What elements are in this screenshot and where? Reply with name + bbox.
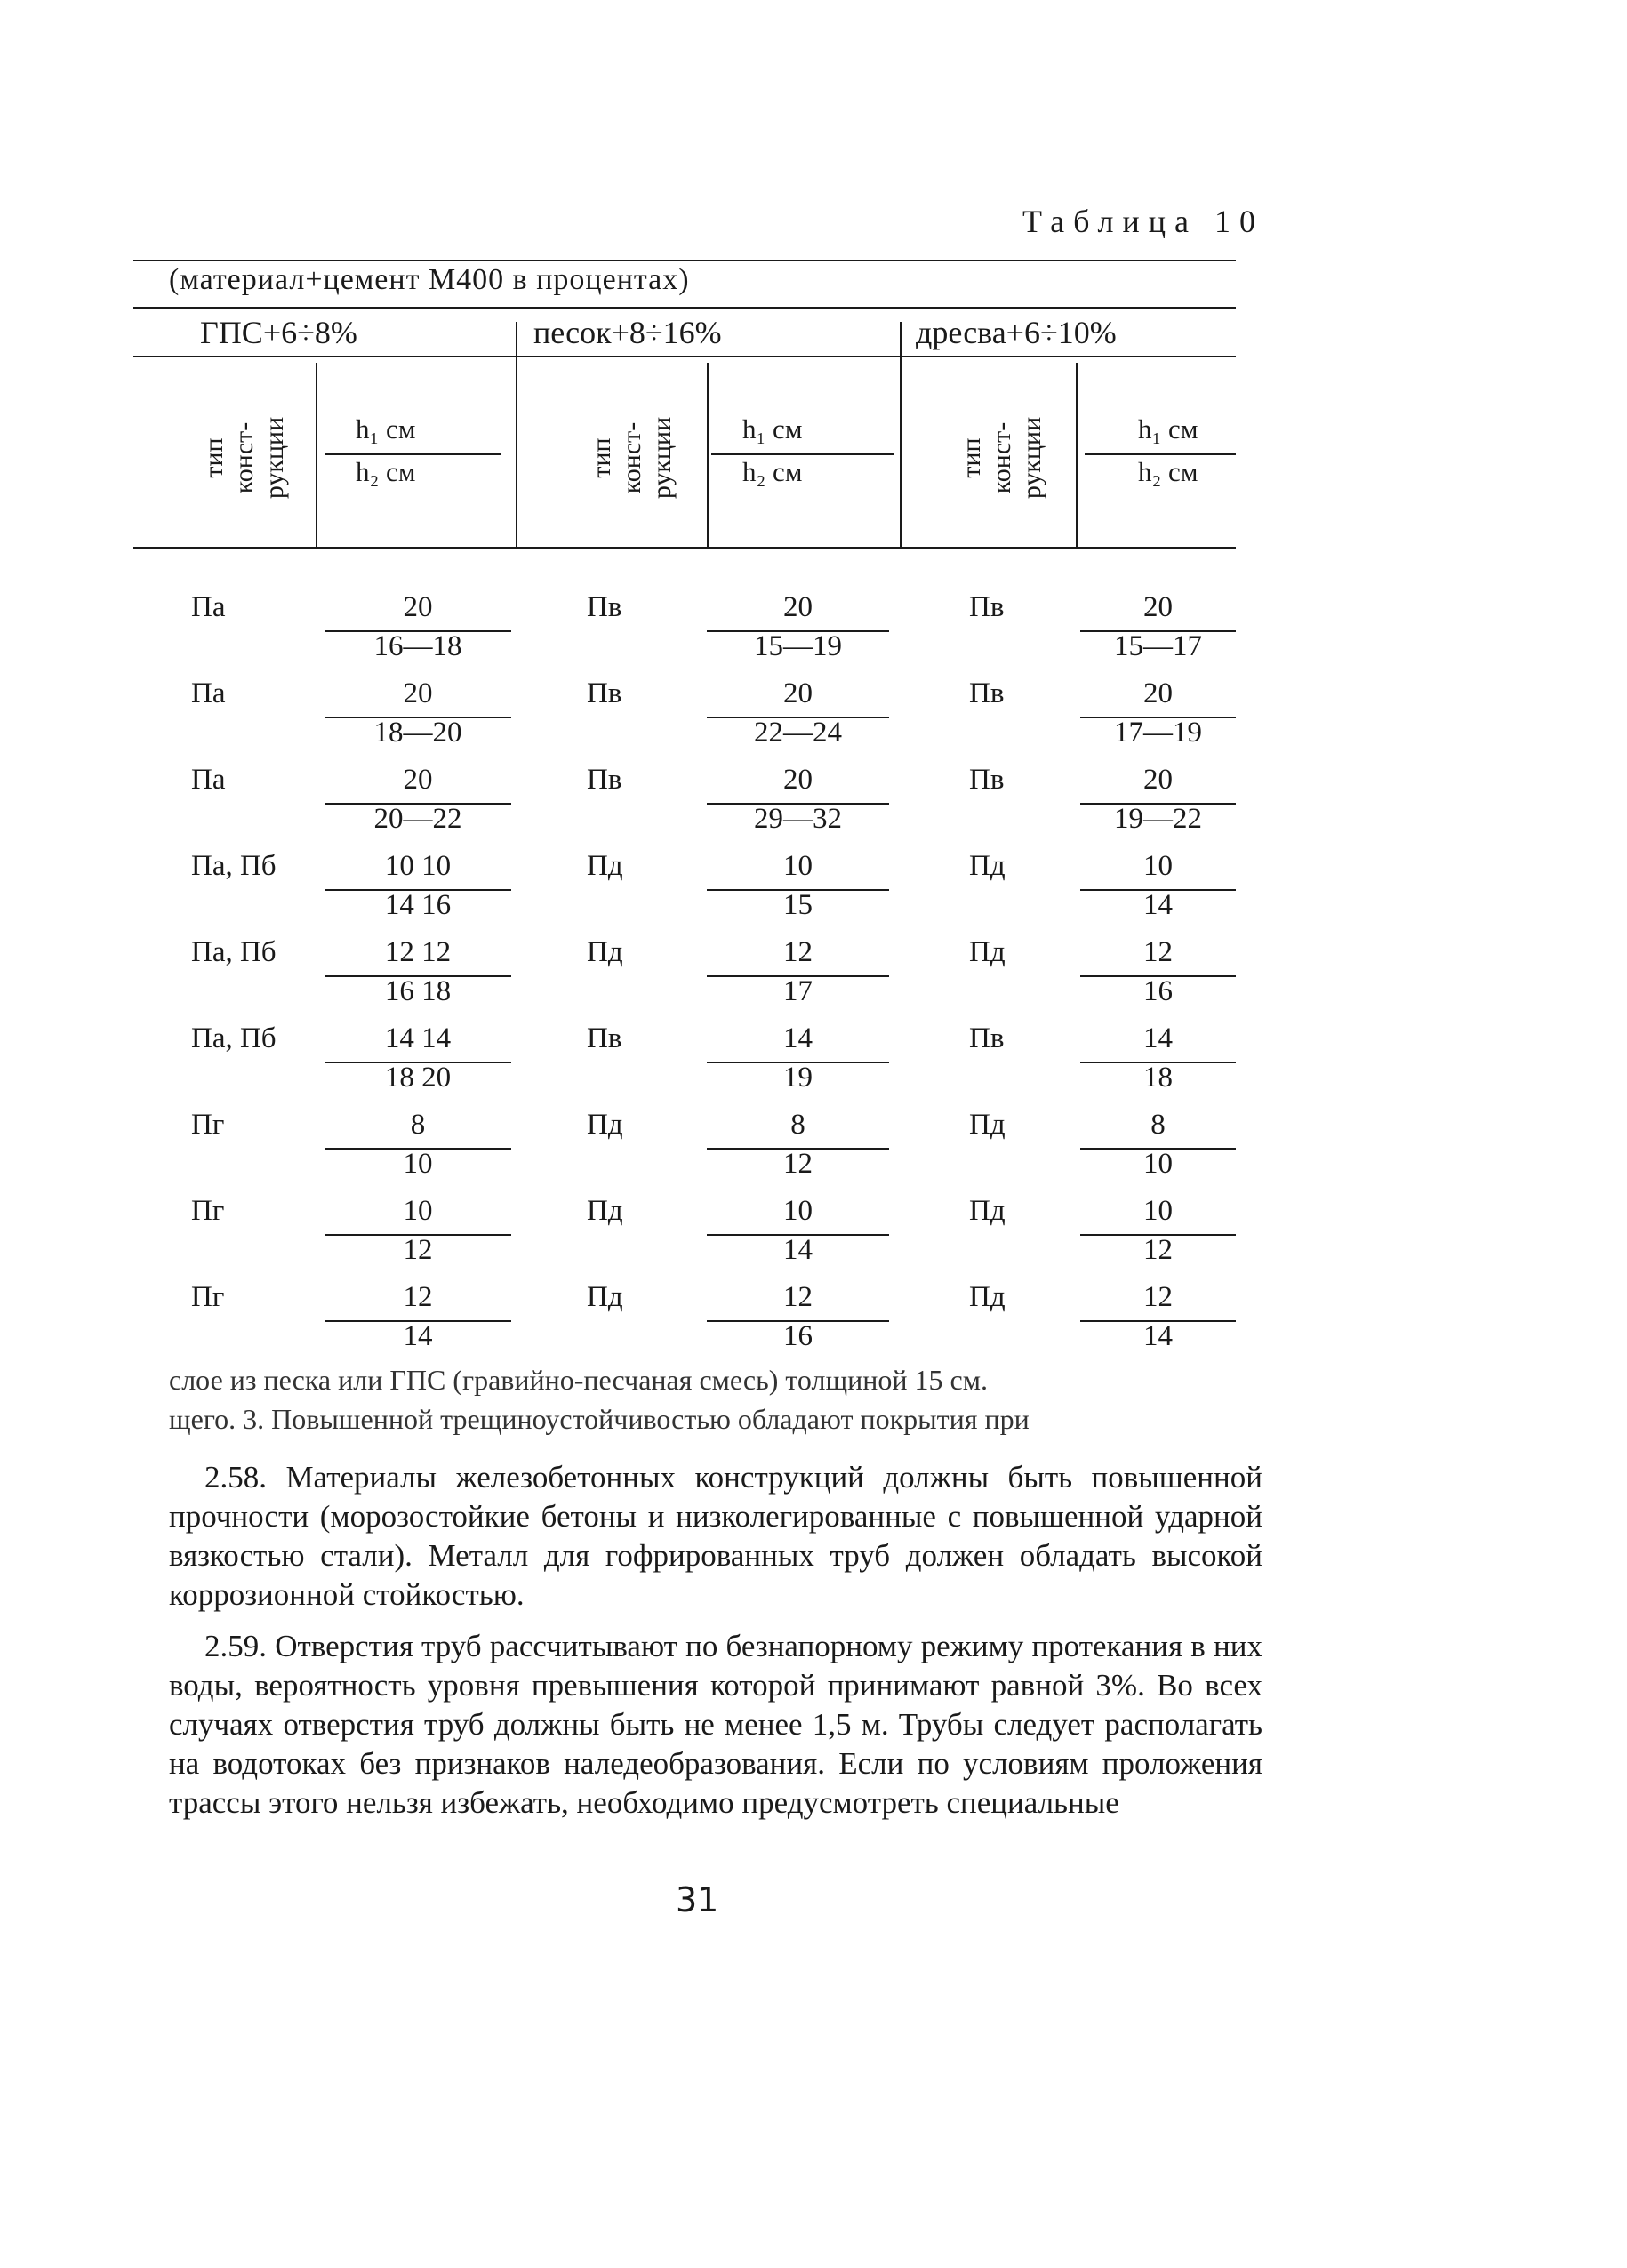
h2-value: 14	[783, 1234, 813, 1266]
paragraph-2-58: 2.58. Материалы железобетонных конструкций должны быть повышенной прочности (морозостойкие бетоны и низколегированные с повышенной ударной вязкостью стали). Металл для гофрированных труб должен обладать высокой коррозионной стойкостью.	[169, 1460, 1262, 1612]
type-cell: Пв	[587, 677, 622, 709]
h-fraction-cell	[707, 1281, 889, 1361]
type-cell: Па, Пб	[191, 1022, 277, 1054]
group-header-gruss: дресва+6÷10%	[916, 315, 1117, 350]
type-cell: Пв	[587, 1022, 622, 1054]
h-header-line-sand	[711, 453, 894, 455]
h-fraction-cell	[1080, 1195, 1236, 1275]
h1-value: 20	[1143, 677, 1173, 709]
type-cell: Па	[191, 764, 226, 796]
h-fraction-cell	[1080, 936, 1236, 1016]
table-top-rule	[133, 260, 1236, 261]
h1-value: 10	[1143, 850, 1173, 882]
type-cell: Пд	[587, 850, 623, 882]
type-cell: Пв	[969, 591, 1005, 623]
type-cell: Пв	[587, 591, 622, 623]
h2-value: 15	[783, 889, 813, 921]
type-cell: Па	[191, 591, 226, 623]
h-fraction-cell	[1080, 591, 1236, 671]
h2-value: 19—22	[1114, 803, 1202, 835]
h-header-line-gruss	[1085, 453, 1236, 455]
h2-value: 10	[403, 1148, 433, 1180]
type-cell: Пд	[587, 1109, 623, 1141]
h-fraction-cell	[325, 591, 511, 671]
h-fraction-cell	[1080, 850, 1236, 930]
h1-value: 12	[1143, 1281, 1173, 1313]
table-caption: (материал+цемент М400 в процентах)	[169, 263, 690, 296]
h-fraction-cell	[707, 591, 889, 671]
h-fraction-cell	[707, 936, 889, 1016]
h1-value: 10	[783, 850, 813, 882]
h2-value: 12	[783, 1148, 813, 1180]
h2-value: 16	[1143, 975, 1173, 1007]
h-fraction-cell	[707, 1195, 889, 1275]
h2-value: 17	[783, 975, 813, 1007]
header-bottom-rule	[133, 547, 1236, 549]
h2-value: 15—19	[754, 630, 842, 662]
type-cell: Па, Пб	[191, 936, 277, 968]
type-cell: Пв	[969, 677, 1005, 709]
type-header-gruss: тип конст- рукции	[957, 416, 1046, 500]
h-fraction-cell	[325, 1022, 511, 1102]
group-header-gps: ГПС+6÷8%	[200, 315, 357, 350]
type-cell: Пг	[191, 1109, 225, 1141]
h1-value: 12	[783, 1281, 813, 1313]
h2-value: 12	[1143, 1234, 1173, 1266]
subcol-divider-3	[1076, 363, 1078, 548]
h1-value: 10 10	[384, 850, 452, 882]
h2-value: 20—22	[373, 803, 462, 835]
type-cell: Па, Пб	[191, 850, 277, 882]
type-header-sand: тип конст- рукции	[587, 416, 677, 500]
h2-value: 19	[783, 1062, 813, 1094]
h1-value: 14 14	[384, 1022, 452, 1054]
h2-value: 10	[1143, 1148, 1173, 1180]
h1-value: 10	[1143, 1195, 1173, 1227]
type-cell: Пд	[969, 850, 1006, 882]
h2-value: 14	[1143, 889, 1173, 921]
h-fraction-cell	[325, 1109, 511, 1189]
document-page: Таблица 10 (материал+цемент М400 в процентах) ГПС+6÷8% песок+8÷16% дресва+6÷10% тип конст- рукции тип конст- рукции тип конст- рукции h₁ см h₂ см h₁ см h₂ см h₁ см h₂ см Па 20 16—18 Пв 20 15—19 Пв 20 15—17 Па 20 18—20 Пв 20 22—24 Пв 20 17—19 Па 20 20—22 Пв 20 29—32 Пв 20 19—22 Па, Пб 10 10 14 16 Пд 10 15 Пд 10 14 Па, Пб 12 12 16 18 Пд 12 17 Пд 12 16 Па, Пб 14 14 18 20 Пв 14 19 Пв 14 18 Пг 8 10 Пд 8 12 Пд 8 10 Пг 10 12 Пд 10 14 Пд 10 12 Пг 12 14 Пд 12 16 Пд 12 14 слое из песка или ГПС (гравийно-песчаная смесь) толщиной 15 см. щего. 3. Повышенной трещиноустойчивостью обладают покрытия при 2.58. Материалы железобетонных конструкций должны быть повышенной прочности (морозостойкие бетоны и низколегированные с повышенной ударной вязкостью стали). Металл для гофрированных труб должен обладать высокой коррозионной стойкостью. 2.59. Отверстия труб рассчитывают по безнапорному режиму протекания в них воды, вероятность уровня превышения которой принимают равной 3%. Во всех случаях отверстия труб должны быть не менее 1,5 м. Трубы следует располагать на водотоках без признаков наледеобразования. Если по условиям проложения трассы этого нельзя избежать, необходимо предусмотреть специальные 31	[0, 0, 1627, 2268]
h1-value: 20	[783, 677, 813, 709]
h2-value: 18	[1143, 1062, 1173, 1094]
note-line-1: слое из песка или ГПС (гравийно-песчаная смесь) толщиной 15 см.	[169, 1364, 988, 1396]
h2-value: 17—19	[1114, 717, 1202, 749]
type-cell: Пд	[969, 1281, 1006, 1313]
h-fraction-cell	[1080, 677, 1236, 757]
h2-value: 14	[1143, 1320, 1173, 1352]
subcol-divider-2	[707, 363, 709, 548]
type-cell: Пд	[969, 936, 1006, 968]
note-line-2: щего. 3. Повышенной трещиноустойчивостью обладают покрытия при	[169, 1403, 1030, 1435]
h2-value: 12	[403, 1234, 433, 1266]
paragraph-2-59: 2.59. Отверстия труб рассчитывают по безнапорному режиму протекания в них воды, вероятность уровня превышения которой принимают равной 3%. Во всех случаях отверстия труб должны быть не менее 1,5 м. Трубы следует располагать на водотоках без признаков наледеобразования. Если по условиям проложения трассы этого нельзя избежать, необходимо предусмотреть специальные	[169, 1629, 1262, 1820]
page-number: 31	[676, 1880, 719, 1919]
h1-value: 12	[1143, 936, 1173, 968]
h-fraction-cell	[325, 677, 511, 757]
h1-value: 14	[783, 1022, 813, 1054]
type-cell: Пд	[587, 1195, 623, 1227]
h-fraction-cell	[1080, 1109, 1236, 1189]
h2-value: 15—17	[1114, 630, 1202, 662]
h1-value: 10	[783, 1195, 813, 1227]
type-cell: Пг	[191, 1195, 225, 1227]
type-cell: Пв	[587, 764, 622, 796]
h1-value: 8	[410, 1109, 426, 1141]
h-fraction-cell	[325, 1195, 511, 1275]
type-cell: Пв	[969, 764, 1005, 796]
type-cell: Пв	[969, 1022, 1005, 1054]
h2-value: 14 16	[384, 889, 452, 921]
h1-value: 12	[403, 1281, 433, 1313]
h1-value: 20	[783, 591, 813, 623]
h1-value: 20	[1143, 591, 1173, 623]
body-text	[169, 1458, 1262, 1823]
group-header-sand: песок+8÷16%	[533, 315, 722, 350]
type-cell: Пд	[587, 1281, 623, 1313]
type-cell: Пд	[969, 1195, 1006, 1227]
h2-value: 16	[783, 1320, 813, 1352]
type-cell: Пд	[969, 1109, 1006, 1141]
caption-rule	[133, 307, 1236, 309]
h-fraction-cell	[325, 1281, 511, 1361]
h1-value: 14	[1143, 1022, 1173, 1054]
h-fraction-cell	[1080, 1281, 1236, 1361]
h2-value: 29—32	[754, 803, 842, 835]
h2-value: 22—24	[754, 717, 842, 749]
h-fraction-cell	[325, 764, 511, 844]
h1-value: 10	[403, 1195, 433, 1227]
h-fraction-cell	[707, 1109, 889, 1189]
h1-value: 8	[1150, 1109, 1166, 1141]
h-fraction-cell	[707, 764, 889, 844]
h2-value: 16—18	[373, 630, 462, 662]
h-fraction-cell	[707, 850, 889, 930]
group-rule-3	[900, 356, 1236, 357]
table-title: Таблица 10	[1022, 204, 1264, 239]
type-cell: Па	[191, 677, 226, 709]
h2-value: 14	[403, 1320, 433, 1352]
type-header-gps: тип конст- рукции	[199, 416, 289, 500]
h2-value: 16 18	[384, 975, 452, 1007]
h1-value: 20	[403, 764, 433, 796]
h1-value: 12 12	[384, 936, 452, 968]
group-rule-2	[516, 356, 902, 357]
h-fraction-cell	[1080, 764, 1236, 844]
group-rule-1	[133, 356, 517, 357]
table-notes	[169, 1360, 1262, 1439]
h-fraction-cell	[1080, 1022, 1236, 1102]
h-header-line-gps	[325, 453, 501, 455]
h1-value: 20	[403, 677, 433, 709]
h-fraction-cell	[707, 1022, 889, 1102]
h1-value: 20	[403, 591, 433, 623]
h-fraction-cell	[325, 936, 511, 1016]
type-cell: Пд	[587, 936, 623, 968]
h1-value: 20	[1143, 764, 1173, 796]
h1-value: 20	[783, 764, 813, 796]
h2-value: 18—20	[373, 717, 462, 749]
type-cell: Пг	[191, 1281, 225, 1313]
h1-value: 12	[783, 936, 813, 968]
subcol-divider-1	[316, 363, 317, 548]
h-fraction-cell	[325, 850, 511, 930]
h1-value: 8	[790, 1109, 805, 1141]
h2-value: 18 20	[384, 1062, 452, 1094]
h-fraction-cell	[707, 677, 889, 757]
